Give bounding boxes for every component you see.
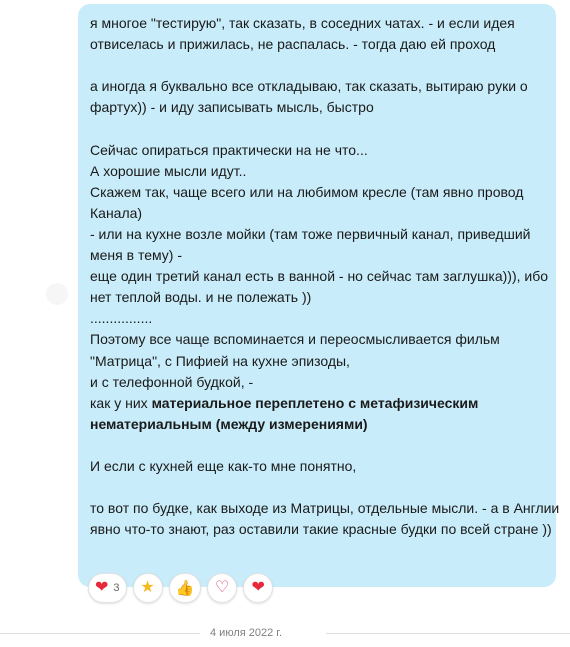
message-line: Скажем так, чаще всего или на любимом кресле (там явно провод bbox=[90, 183, 524, 200]
date-label: 4 июля 2022 г. bbox=[210, 627, 283, 639]
message-line: Канала) bbox=[90, 204, 143, 221]
message-line: "Матрица", с Пифией на кухне эпизоды, bbox=[90, 352, 350, 369]
message-line-emphasis bbox=[90, 414, 544, 435]
message-line: А хорошие мысли идут.. bbox=[90, 162, 247, 179]
message-line: нет теплой воды. и не полежать )) bbox=[90, 289, 312, 306]
message-line: то вот по будке, как выходе из Матрицы, отдельные мысли. - а в Англии bbox=[90, 500, 560, 517]
message-line: а иногда я буквально все откладываю, так сказать, вытираю руки о bbox=[90, 78, 528, 95]
avatar[interactable] bbox=[46, 283, 68, 305]
message-line: отвиселась и прижилась, не распалась. - тогда даю ей проход bbox=[90, 36, 496, 53]
message-line: меня в тему) - bbox=[90, 247, 182, 264]
message-bold-text: нематериальным (между измерениями) bbox=[90, 415, 368, 432]
message-line: И если с кухней еще как-то мне понятно, bbox=[90, 457, 357, 474]
reaction-hearts-outline[interactable] bbox=[207, 573, 237, 603]
hearts-outline-icon: ♡ bbox=[215, 579, 230, 596]
reaction-heart-2[interactable] bbox=[243, 573, 273, 603]
reaction-count: 3 bbox=[113, 581, 120, 594]
reactions-bar bbox=[88, 573, 273, 603]
message-line: я многое "тестирую", так сказать, в соседних чатах. - и если идея bbox=[90, 15, 515, 31]
message-line: еще один третий канал есть в ванной - но сейчас там заглушка))), ибо bbox=[90, 268, 549, 285]
date-divider bbox=[0, 625, 570, 641]
message-line bbox=[90, 55, 544, 76]
message-line: явно что-то знают, раз оставили такие красные будки по всей стране )) bbox=[90, 521, 552, 538]
reaction-heart[interactable] bbox=[88, 573, 127, 603]
message-bubble[interactable] bbox=[78, 4, 560, 587]
message-line bbox=[90, 477, 544, 498]
divider-line bbox=[0, 633, 200, 634]
message-line: ................ bbox=[90, 310, 153, 327]
message-line-emphasis bbox=[90, 393, 544, 414]
thumbs-up-icon: 👍 bbox=[175, 579, 195, 597]
star-icon: ★ bbox=[140, 579, 155, 596]
heart-icon: ❤ bbox=[95, 579, 109, 596]
message-line: фартух)) - и иду записывать мысль, быстро bbox=[90, 99, 374, 116]
message-text: как у них bbox=[90, 394, 152, 411]
message-line bbox=[90, 118, 544, 139]
reaction-thumbs-up[interactable] bbox=[169, 573, 202, 603]
message-line: и с телефонной будкой, - bbox=[90, 373, 254, 390]
message-line: Сейчас опираться практически на не что... bbox=[90, 141, 368, 158]
reaction-star[interactable] bbox=[133, 573, 163, 603]
heart-icon: ❤ bbox=[251, 579, 265, 596]
message-line: Поэтому все чаще вспоминается и переосмысливается фильм bbox=[90, 331, 500, 348]
message-bold-text: материальное переплетено с метафизическим bbox=[151, 394, 479, 411]
divider-line bbox=[326, 633, 570, 634]
message-line: - или на кухне возле мойки (там тоже первичный канал, приведший bbox=[90, 225, 531, 242]
message-line bbox=[90, 435, 544, 456]
